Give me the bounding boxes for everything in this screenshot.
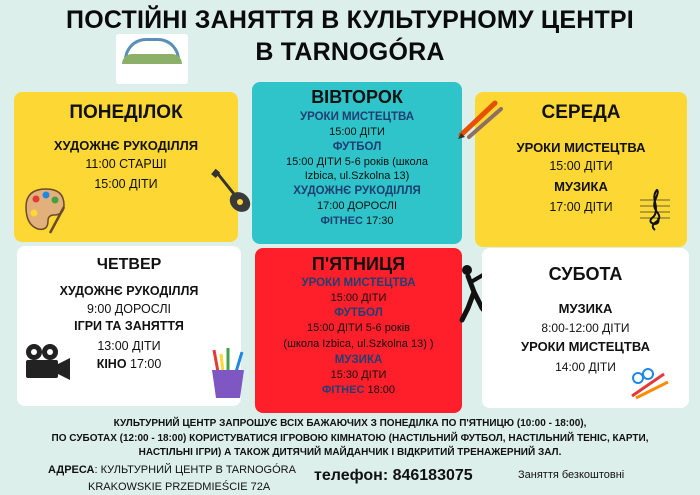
- footer-text-line3: НАСТІЛЬНІ ІГРИ) А ТАКОЖ ДИТЯЧИЙ МАЙДАНЧИК І ВІДКРИТИЙ ТРЕНАЖЕРНИЙ ЗАЛ.: [138, 447, 562, 458]
- address-label: АДРЕСА: [48, 464, 95, 476]
- activity-label: ФУТБОЛ: [334, 307, 383, 319]
- footer-text-line2: ПО СУБОТАХ (12:00 - 18:00) КОРИСТУВАТИСЯ ІГРОВОЮ КІМНАТОЮ (НАСТІЛЬНИЙ ФУТБОЛ, НАСТІЛЬНИЙ ТЕНІС, КАРТИ,: [51, 433, 649, 444]
- phone-number: телефон: 846183075: [314, 467, 473, 484]
- free-note: Заняття безкоштовні: [518, 469, 625, 481]
- schedule-row: [255, 384, 462, 396]
- schedule-time: 18:00: [367, 384, 395, 396]
- film-camera-icon: [22, 342, 74, 384]
- scissors-brushes-icon: [628, 368, 672, 402]
- activity-label: МУЗИКА: [334, 354, 383, 366]
- schedule-location: (школа Izbica, ul.Szkolna 13) ): [283, 338, 434, 350]
- day-title: ВІВТОРОК: [311, 87, 403, 107]
- schedule-time: 17:00: [130, 357, 162, 371]
- schedule-time: 15:00 ДІТИ: [329, 126, 385, 138]
- schedule-time: 14:00 ДІТИ: [555, 360, 616, 374]
- schedule-time: 17:30: [365, 215, 394, 227]
- footer-text-line1: КУЛЬТУРНИЙ ЦЕНТР ЗАПРОШУЄ ВСІХ БАЖАЮЧИХ З ПОНЕДІЛКА ПО П'ЯТНИЦЮ (10:00 - 18:00),: [113, 418, 587, 429]
- schedule-location: Izbica, ul.Szkolna 13): [304, 170, 410, 182]
- activity-label: УРОКИ МИСТЕЦТВА: [520, 339, 650, 354]
- card-friday: [255, 248, 462, 413]
- schedule-time: 17:00 ДОРОСЛІ: [316, 200, 398, 212]
- address-value: : КУЛЬТУРНИЙ ЦЕНТР В TARNOGÓRA: [94, 464, 296, 476]
- schedule-time: 15:00 ДІТИ: [330, 292, 387, 304]
- activity-label: МУЗИКА: [554, 179, 608, 194]
- activity-label: УРОКИ МИСТЕЦТВА: [516, 140, 646, 155]
- activity-label: МУЗИКА: [558, 301, 613, 316]
- day-title: П'ЯТНИЦЯ: [311, 254, 406, 274]
- day-title: ПОНЕДІЛОК: [69, 102, 183, 123]
- poster-title-line1: ПОСТІЙНІ ЗАНЯТТЯ В КУЛЬТУРНОМУ ЦЕНТРІ: [66, 6, 634, 34]
- schedule-time: 17:00 ДІТИ: [549, 200, 613, 214]
- pencils-icon: [455, 95, 505, 141]
- address-line: [48, 464, 296, 476]
- schedule-time: 15:00 ДІТИ 5-6 років: [306, 322, 411, 334]
- activity-label: ФІТНЕС: [322, 384, 365, 396]
- schedule-time: 15:00 ДІТИ 5-6 років (школа: [286, 156, 428, 168]
- schedule-time: 8:00-12:00 ДІТИ: [541, 321, 630, 335]
- activity-label: ІГРИ ТА ЗАНЯТТЯ: [74, 319, 184, 333]
- poster-title-line2: В TARNOGÓRA: [255, 38, 445, 66]
- schedule-time: 15:30 ДІТИ: [330, 369, 387, 381]
- activity-label: ХУДОЖНЄ РУКОДІЛЛЯ: [53, 138, 199, 153]
- day-title: СЕРЕДА: [541, 102, 621, 123]
- pencil-cup-icon: [208, 346, 248, 400]
- activity-label: КІНО: [96, 357, 127, 371]
- address-street: KRAKOWSKIE PRZEDMIEŚCIE 72A: [88, 481, 271, 493]
- day-title: ЧЕТВЕР: [96, 256, 162, 273]
- guitar-icon: [208, 168, 254, 216]
- activity-label: УРОКИ МИСТЕЦТВА: [301, 277, 416, 289]
- activity-label: ФІТНЕС: [320, 215, 363, 227]
- activity-label: ХУДОЖНЄ РУКОДІЛЛЯ: [59, 284, 199, 298]
- activity-label: УРОКИ МИСТЕЦТВА: [299, 111, 415, 123]
- activity-label: ФУТБОЛ: [332, 141, 382, 153]
- palette-icon: [20, 185, 68, 235]
- schedule-time: 13:00 ДІТИ: [97, 339, 161, 353]
- schedule-time: 9:00 ДОРОСЛІ: [86, 302, 172, 316]
- card-tuesday: [252, 82, 462, 244]
- schedule-row: [252, 215, 462, 227]
- logo: [116, 34, 188, 84]
- activity-label: ХУДОЖНЄ РУКОДІЛЛЯ: [293, 185, 421, 197]
- schedule-time: 15:00 ДІТИ: [549, 159, 613, 173]
- treble-clef-icon: [640, 188, 670, 234]
- schedule-time: 15:00 ДІТИ: [94, 177, 158, 191]
- day-title: СУБОТА: [548, 264, 623, 284]
- schedule-time: 11:00 СТАРШІ: [85, 157, 167, 171]
